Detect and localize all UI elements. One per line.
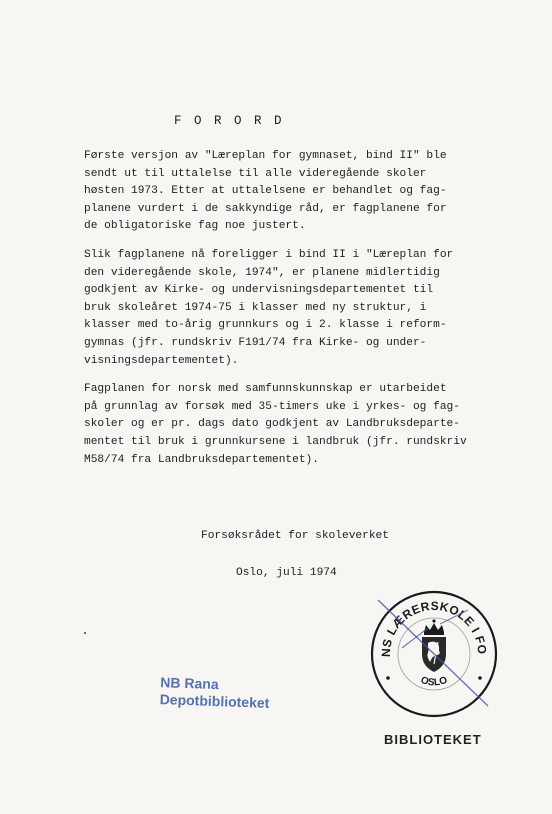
ink-dot (84, 632, 86, 634)
text-line: Første versjon av "Læreplan for gymnaset, bind II" ble (84, 150, 447, 162)
text-line: gymnas (jfr. rundskriv F191/74 fra Kirke- og under- (84, 336, 427, 349)
library-stamp (159, 674, 270, 712)
text-line: mentet til bruk i grunnkursene i landbruk (jfr. rundskriv (84, 435, 467, 448)
text-line: Slik fagplanene nå foreligger i bind II i "Læreplan for (84, 248, 454, 261)
seal-ring-textpath: NS LÆRERSKOLE I FO (378, 598, 490, 658)
document-heading: F O R O R D (174, 114, 285, 128)
text-line: visningsdepartementet). (84, 354, 239, 367)
signature-organization: Forsøksrådet for skoleverket (201, 530, 389, 542)
foreword-body (84, 148, 504, 480)
seal-bottom-textpath: OSLO (419, 674, 449, 689)
text-line: de obligatoriske fag noe justert. (84, 220, 306, 233)
text-line: skoler og er pr. dags dato godkjent av Landbruksdeparte- (84, 418, 460, 431)
school-seal (368, 588, 500, 720)
text-line: på grunnlag av forsøk med 35-timers uke i yrkes- og fag- (84, 400, 460, 413)
library-stamp-line2: Depotbiblioteket (159, 691, 270, 711)
text-line: sendt ut til uttalelse til alle videregående skoler (84, 167, 427, 180)
seal-graphic (368, 588, 500, 720)
paragraph-2 (84, 247, 504, 370)
text-line: planene vurdert i de sakkyndige råd, er fagplanene for (84, 202, 447, 215)
text-line: godkjent av Kirke- og undervisningsdepartementet til (84, 284, 434, 297)
text-line: bruk skoleåret 1974-75 i klasser med ny struktur, i (84, 301, 427, 314)
text-line: den videregående skole, 1974", er planene midlertidig (84, 266, 440, 279)
crown-icon (424, 619, 444, 635)
text-line: høsten 1973. Etter at uttalelsene er behandlet og fag- (84, 185, 447, 198)
paragraph-3 (84, 381, 504, 469)
signature-date: Oslo, juli 1974 (236, 567, 337, 579)
seal-star-icon (386, 676, 390, 680)
biblioteket-label: BIBLIOTEKET (384, 732, 482, 747)
seal-star-icon (478, 676, 482, 680)
library-stamp-line1: NB Rana (160, 674, 219, 693)
text-line: Fagplanen for norsk med samfunnskunnskap er utarbeidet (84, 383, 447, 396)
paragraph-1 (84, 148, 504, 236)
text-line: klasser med to-årig grunnkurs og i 2. klasse i reform- (84, 319, 447, 332)
text-line: M58/74 fra Landbruksdepartementet). (84, 453, 319, 466)
seal-bottom-text (419, 675, 449, 689)
